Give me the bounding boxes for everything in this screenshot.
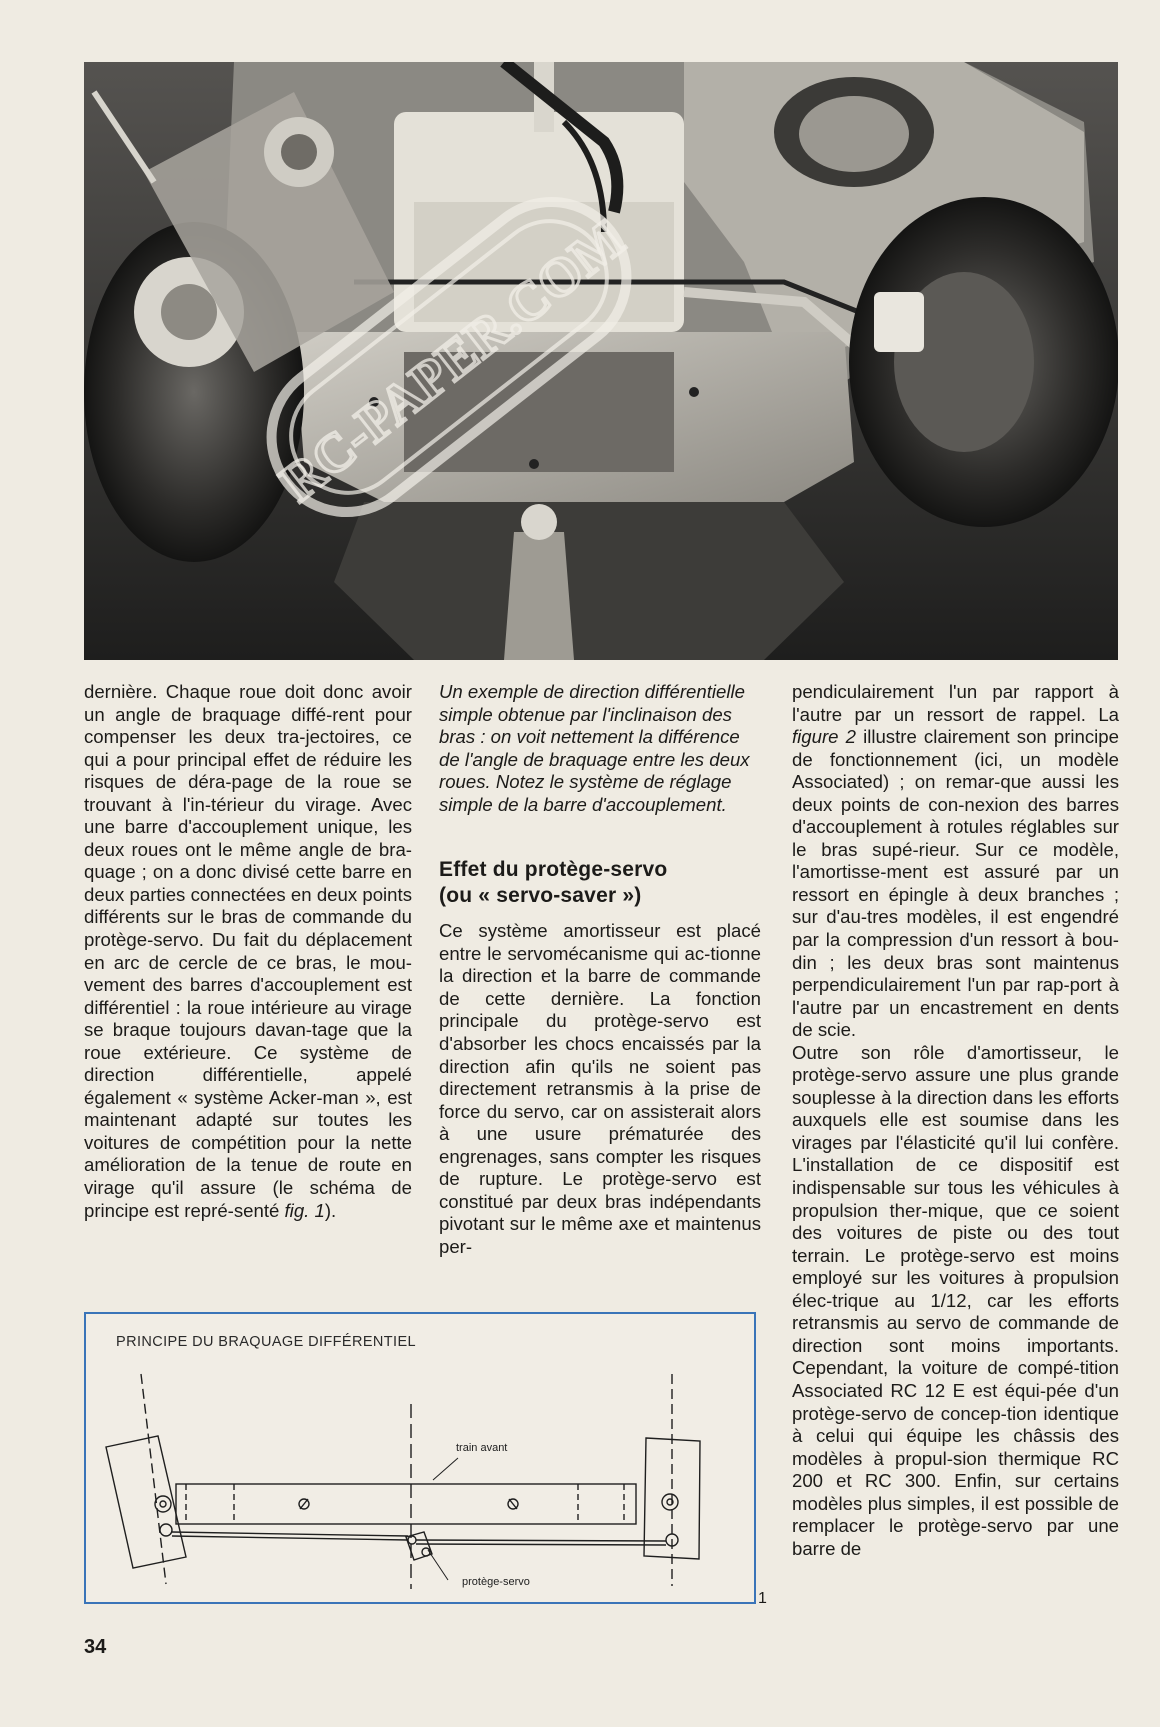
col3-paragraph-2: Outre son rôle d'amortisseur, le protège-servo assure une plus grande souplesse à la direction dans les efforts auxquels elle est soumise dans les virages par l'élasticité qu'il lui confère. L'installation de ce dispositif est indispensable sur tous les véhicules à propulsion ther-mique, que ce soient des voitures de piste ou des tout terrain. Le protège-servo est moins employé sur les voitures à propulsion élec-trique au 1/12, car les efforts retransmis au servo de commande de direction sont moins importants. Cependant, la voiture de compé-tition Associated RC 12 E est équi-pée d'un protège-servo de concep-tion identique à celui qui équipe les châssis des modèles à propul-sion thermique RC 200 et RC 300. Enfin, sur certains modèles plus simples, il est possible de remplacer le protège-servo par une barre de xyxy=(792,1041,1119,1559)
left-tie-rod xyxy=(172,1532,408,1536)
figure-number: 1 xyxy=(758,1590,767,1607)
col3-paragraph-1 xyxy=(792,681,1119,1042)
heading-line-1: Effet du protège-servo xyxy=(439,858,668,882)
col3-p1-a: pendiculairement l'un par rapport à l'autre par un ressort de rappel. La xyxy=(792,681,1119,725)
col1-paragraph xyxy=(84,681,412,1222)
left-wheel-axis xyxy=(141,1374,166,1584)
heading-line-2: (ou « servo-saver ») xyxy=(439,884,642,908)
col1-text: dernière. Chaque roue doit donc avoir un angle de braquage diffé-rent pour compenser les deux tra-jectoires, ce qui a pour principal effet de réduire les risques de déra-page de la roue se trouvant à l'in-térieur du virage. Avec une barre d'accouplement unique, les deux roues ont le même angle de bra-quage ; on a donc divisé cette barre en deux parties connectées en deux points différents sur le bras de commande du protège-servo. Du fait du déplacement en arc de cercle de ce bras, le mou-vement des barres d'accouplement est différentiel : la roue intérieure au virage se braque toujours davan-tage que la roue extérieure. Ce système de direction différentielle, appelé également « système Acker-man », est maintenant adapté sur toutes les voitures de compétition pour la nette amélioration de la tenue de route en virage qu'il assure (le schéma de principe est repré-senté xyxy=(84,681,412,1221)
column-3 xyxy=(792,681,1119,1560)
chassis-photo xyxy=(84,62,1118,660)
right-pivot xyxy=(662,1494,678,1510)
figure-title: PRINCIPE DU BRAQUAGE DIFFÉRENTIEL xyxy=(116,1334,417,1350)
col3-figref: figure 2 xyxy=(792,726,856,748)
column-2 xyxy=(439,681,761,1258)
label-protege-servo: protège-servo xyxy=(462,1576,530,1588)
figure-frame xyxy=(84,1312,756,1604)
left-wheel xyxy=(106,1436,186,1568)
right-tie-rod xyxy=(416,1540,666,1541)
servo-leader xyxy=(428,1550,448,1580)
column-1 xyxy=(84,681,412,1222)
left-pivot xyxy=(155,1496,171,1512)
train-leader xyxy=(433,1458,458,1480)
front-axle xyxy=(176,1484,636,1524)
steering-diagram xyxy=(86,1314,754,1602)
watermark-text: RC-PAPER.COM xyxy=(269,208,636,514)
col3-p1-b: illustre clairement son principe de fonctionnement (ici, un modèle Associated) ; on remar-que aussi les deux points de con-nexion des barres d'accouplement à rotules réglables sur le bras supé-rieur. Sur ce modèle, l'amortisse-ment est assuré par un ressort en épingle à deux branches ; sur d'au-tres modèles, il est engendré par la compression d'un ressort à bou-din ; les deux bras sont maintenus perpendiculairement l'un par rap-port à l'autre par un encastrement en dents de scie. xyxy=(792,726,1119,1041)
col2-body: Ce système amortisseur est placé entre le servomécanisme qui ac-tionne la direction et la barre de commande de cette dernière. La fonction principale du protège-servo est d'absorber les chocs encaissés par la direction afin qu'ils ne soient pas directement retransmis à la prise de force du servo, car on assisterait alors à une usure prématurée des engrenages, sans compter les risques de rupture. Le protège-servo est constitué par deux bras indépendants pivotant sur le même axe et maintenus per- xyxy=(439,920,761,1257)
section-heading xyxy=(439,857,761,909)
col1-figref: fig. 1 xyxy=(284,1199,325,1221)
photo-caption: Un exemple de direction différentielle simple obtenue par l'inclinaison des bras : on voit nettement la différence de l'angle de braquage entre les deux roues. Notez le système de réglage simple de la barre d'accouplement. xyxy=(439,681,750,815)
label-train-avant: train avant xyxy=(456,1442,508,1454)
col1-end: ). xyxy=(324,1199,337,1221)
page-number: 34 xyxy=(84,1636,107,1658)
